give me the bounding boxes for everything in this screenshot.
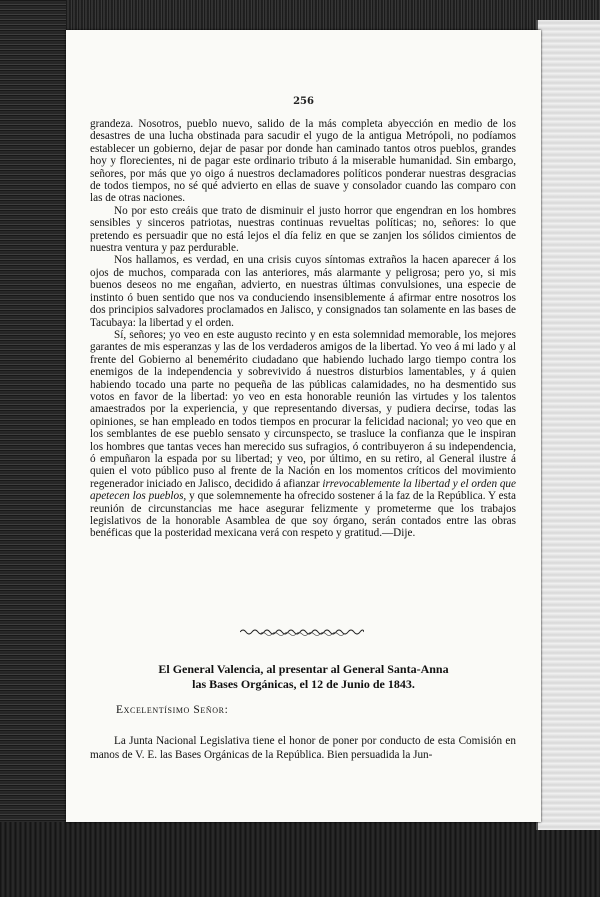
closing-paragraph: La Junta Nacional Legislativa tiene el honor de poner por conducto de esta Comisión en manos de V. E. las Bases Orgánicas de la República. Bien persuadida la Jun- (90, 735, 516, 761)
scan-border-bottom (0, 822, 600, 897)
section-heading (66, 662, 541, 692)
wavy-divider (240, 628, 364, 636)
section-heading-line-1: El General Valencia, al presentar al General Santa-Anna (158, 662, 449, 676)
paragraph-4-italic: irrevocablemente la libertad y el orden que apetecen los pueblos, (90, 477, 516, 503)
document-page (66, 30, 541, 822)
paragraph-2: No por esto creáis que trato de disminuir el justo horror que engendran en los hombres sensibles y sinceros patriotas, nuestras continuas revueltas políticas; no, señores: lo que pretendo es persuadir que no está lejos el día feliz en que se zanjen los sólidos cimientos de nuestra ventura y paz perdurable. (90, 204, 516, 255)
closing-text (90, 734, 516, 762)
section-heading-line-2: las Bases Orgánicas, el 12 de Junio de 1843. (192, 677, 415, 691)
paragraph-4-text-after: y que solemnemente ha ofrecido sostener á la faz de la República. Y esta reunión de circunstancias me hace asegurar felizmente y prometerme que los trabajos legislativos de la honorable Asamblea de que soy órgano, serán contados entre las obras benéficas que la posteridad mexicana verá con respeto y gratitud.—Dije. (90, 490, 516, 540)
paragraph-4 (90, 329, 516, 540)
paragraph-3: Nos hallamos, es verdad, en una crisis cuyos síntomas extraños la hacen aparecer á los ojos de muchos, comparada con las anteriores, más alarmante y peligrosa; pero yo, si mis buenos deseos no me engañan, advierto, en nuestras últimas convulsiones, una especie de instinto ó buen sentido que nos va conduciendo insensiblemente á afirmar entre nosotros los dos principios salvadores proclamados en Jalisco, y consignados tan solamente en las bases de Tacubaya: la libertad y el orden. (90, 254, 516, 329)
salutation: Excelentísimo Señor: (116, 704, 229, 716)
paragraph-4-text-before: Sí, señores; yo veo en este augusto recinto y en esta solemnidad memorable, los mejores garantes de mis esperanzas y las de los verdaderos amigos de la libertad. Yo veo á mi lado y al frente del Gobierno al benemérito ciudadano que habiendo luchado largo tiempo contra los enemigos de la independencia y sobrevivido á nuestros disturbios lamentables, y á quien habiendo tocado una parte no pequeña de las públicas calamidades, no ha desmentido sus votos en favor de la libertad: yo veo en esta honorable reunión las virtudes y los talentos amaestrados por la experiencia, y que representando diversas, y pudiera decirse, todas las opiniones, se han empleado en todos tiempos en procurar la felicidad nacional; yo veo que en los semblantes de ese pueblo sensato y circunspecto, se trasluce la confianza que le inspiran los hombres que tantas veces han merecido sus sufragios, ó contribuyeron á su independencia, ó empuñaron la espada por su libertad; y veo, por último, en su retiro, al General ilustre á quien el voto público puso al frente de la Nación en los momentos críticos del movimiento regenerador iniciado en Jalisco, decidido á afianzar (90, 328, 516, 490)
page-number: 256 (293, 96, 314, 107)
scan-border-left (0, 0, 66, 897)
body-text (90, 118, 516, 540)
paragraph-1: grandeza. Nosotros, pueblo nuevo, salido de la más completa abyección en medio de los desastres de una lucha obstinada para sacudir el yugo de la antigua Metrópoli, no podíamos establecer un gobierno, dejar de pasar por donde han caminado tantos otros pueblos, grandes hoy y florecientes, ni de pagar este ordinario tributo á la miserable humanidad. Sin embargo, señores, por más que yo oigo á nuestros declamadores políticos ponderar nuestras desgracias de todos tiempos, no sé qué advierto en ellas de suave y consolador cuando las comparo con las de otras naciones. (90, 118, 516, 205)
scan-border-right (536, 20, 600, 830)
